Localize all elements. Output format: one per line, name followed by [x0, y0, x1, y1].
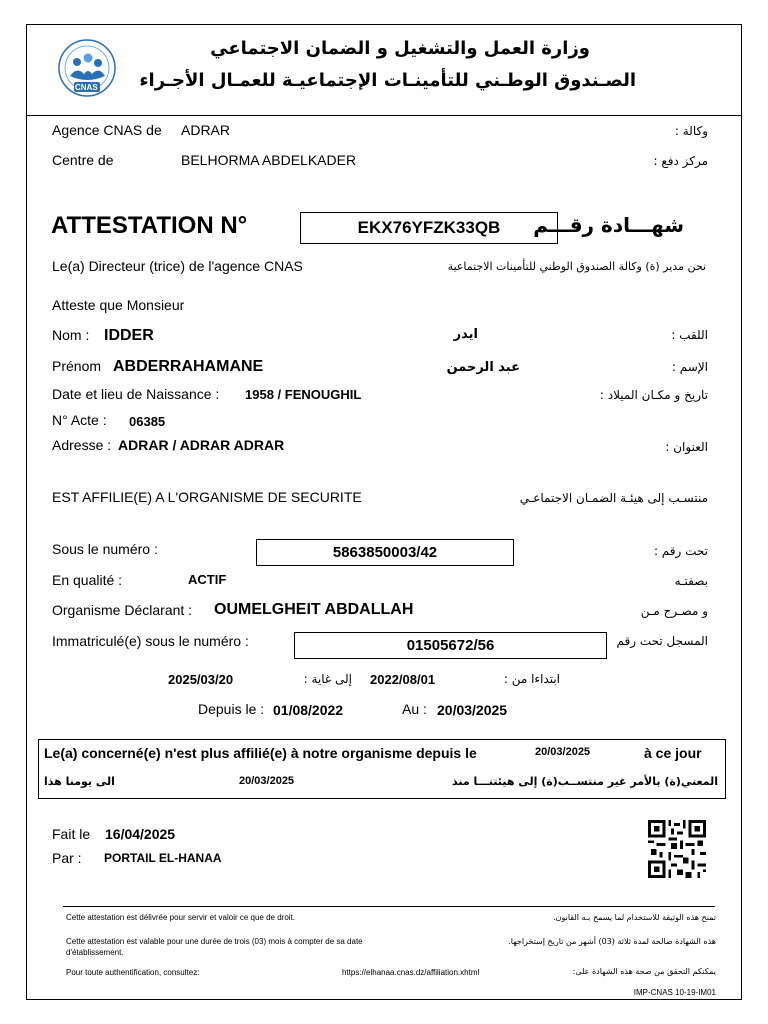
depuis-value: 01/08/2022	[273, 702, 344, 718]
prenom-value-ar: عبد الرحمن	[446, 360, 520, 375]
nom-value-ar: ايدر	[453, 327, 478, 342]
director-text: Le(a) Directeur (trice) de l'agence CNAS	[52, 258, 303, 274]
au-value: 20/03/2025	[437, 702, 508, 718]
qualite-label: En qualité :	[52, 572, 123, 588]
prenom-label: Prénom	[52, 358, 102, 374]
agency-label: Agence CNAS de	[52, 122, 162, 138]
depuis-label: Depuis le :	[198, 701, 265, 717]
attestation-title: ATTESTATION N°	[51, 212, 248, 239]
qualite-value: ACTIF	[188, 572, 227, 587]
attestation-number-box	[300, 212, 558, 244]
footer-line3: Pour toute authentification, consultez:	[66, 968, 200, 977]
fund-title: الصـندوق الوطـني للتأمينـات الإجتماعيـة للعمـال الأجـراء	[139, 70, 636, 91]
birth-label-ar: تاريخ و مكـان الميلاد :	[599, 388, 708, 402]
birth-label: Date et lieu de Naissance :	[52, 386, 220, 402]
period-start-date: 2022/08/01	[370, 672, 436, 687]
atteste-text: Atteste que Monsieur	[52, 297, 185, 313]
footer-ref: IMP-CNAS 10-19-IM01	[633, 988, 716, 997]
cnas-logo	[50, 38, 124, 102]
footer-line1-ar: تمنح هذه الوثيقة للاستخدام لما يسمح بـه القانون.	[553, 913, 716, 922]
period-from-ar: ابتداءا من :	[503, 672, 560, 686]
numero-box	[256, 539, 514, 566]
logo-text: CNAS	[75, 83, 98, 92]
centre-label: Centre de	[52, 152, 114, 168]
qr-code-icon	[647, 820, 707, 878]
immat-box	[294, 632, 607, 659]
affiliation-text-ar: منتسـب إلى هيئـة الضمـان الاجتماعـي	[519, 491, 708, 505]
acte-label: N° Acte :	[52, 412, 107, 428]
footer-line3-ar: يمكنكم التحقق من صحة هذه الشهادة على:	[572, 967, 716, 976]
footer-line2-ar: هذه الشهادة صالحة لمدة ثلاثة (03) أشهر من تاريخ إستخراجها.	[508, 937, 716, 946]
fait-label: Fait le	[52, 826, 91, 842]
director-text-ar: نحن مدير (ة) وكالة الصندوق الوطني للتأمينات الاجتماعية	[447, 260, 706, 273]
immat-label: Immatriculé(e) sous le numéro :	[52, 633, 249, 649]
attestation-number: EKX76YFZK33QB	[357, 218, 501, 237]
status-line1-end: à ce jour	[644, 745, 702, 761]
qualite-label-ar: بصفتـه	[674, 574, 708, 588]
nom-label-ar: اللقب :	[671, 328, 708, 342]
immat-value: 01505672/56	[406, 637, 495, 654]
status-line2-ar: المعني(ة) بالأمر غير منتســب(ة) إلى هيئتنـــا منذ	[452, 775, 718, 788]
footer-url[interactable]: https://elhanaa.cnas.dz/affiliation.xhtml	[342, 968, 480, 977]
address-label: Adresse :	[52, 437, 112, 453]
centre-value: BELHORMA ABDELKADER	[181, 152, 357, 168]
status-line2-date: 20/03/2025	[239, 775, 295, 787]
au-label: Au :	[402, 701, 427, 717]
status-line1-date: 20/03/2025	[535, 746, 591, 758]
birth-value: 1958 / FENOUGHIL	[245, 387, 362, 402]
organisme-label: Organisme Déclarant :	[52, 602, 193, 618]
address-value: ADRAR / ADRAR ADRAR	[118, 437, 285, 453]
affiliation-text: EST AFFILIE(E) A L'ORGANISME DE SECURITE	[52, 489, 362, 505]
agency-value: ADRAR	[181, 122, 231, 138]
prenom-label-ar: الإسم :	[671, 360, 708, 374]
status-line2-end-ar: الى يومنا هذا	[44, 775, 115, 788]
nom-value: IDDER	[104, 327, 154, 344]
address-label-ar: العنوان :	[665, 440, 708, 454]
immat-label-ar: المسجل تحت رقم	[616, 634, 708, 648]
agency-label-ar: وكالة :	[674, 124, 708, 138]
nom-label: Nom :	[52, 327, 90, 343]
numero-value: 5863850003/42	[332, 544, 438, 561]
fait-value: 16/04/2025	[105, 826, 176, 842]
footer-line2a: Cette attestation est valable pour une durée de trois (03) mois à compter de sa date	[66, 937, 363, 946]
numero-label: Sous le numéro :	[52, 541, 158, 557]
qr-code	[647, 820, 707, 878]
footer-rule	[63, 906, 715, 907]
footer-line1: Cette attestation est délivrée pour servir et valoir ce que de droit.	[66, 913, 296, 922]
organisme-label-ar: و مصـرح مـن	[640, 604, 708, 618]
acte-value: 06385	[129, 414, 166, 429]
ministry-title: وزارة العمل والتشغيل و الضمان الاجتماعي	[210, 38, 590, 59]
organisme-value: OUMELGHEIT ABDALLAH	[214, 601, 414, 618]
centre-label-ar: مركز دفع :	[653, 154, 708, 168]
footer-line2b: d'établissement.	[66, 948, 124, 957]
status-line1: Le(a) concerné(e) n'est plus affilié(e) à notre organisme depuis le	[44, 745, 477, 761]
period-end-date: 2025/03/20	[168, 672, 234, 687]
cnas-logo-icon	[50, 38, 124, 102]
numero-label-ar: تحت رقم :	[653, 544, 708, 558]
prenom-value: ABDERRAHAMANE	[113, 358, 264, 375]
par-label: Par :	[52, 850, 82, 866]
period-to-ar: إلى غاية :	[303, 672, 352, 686]
attestation-title-ar: شهـــادة رقـــم	[533, 213, 684, 237]
par-value: PORTAIL EL-HANAA	[104, 851, 222, 865]
